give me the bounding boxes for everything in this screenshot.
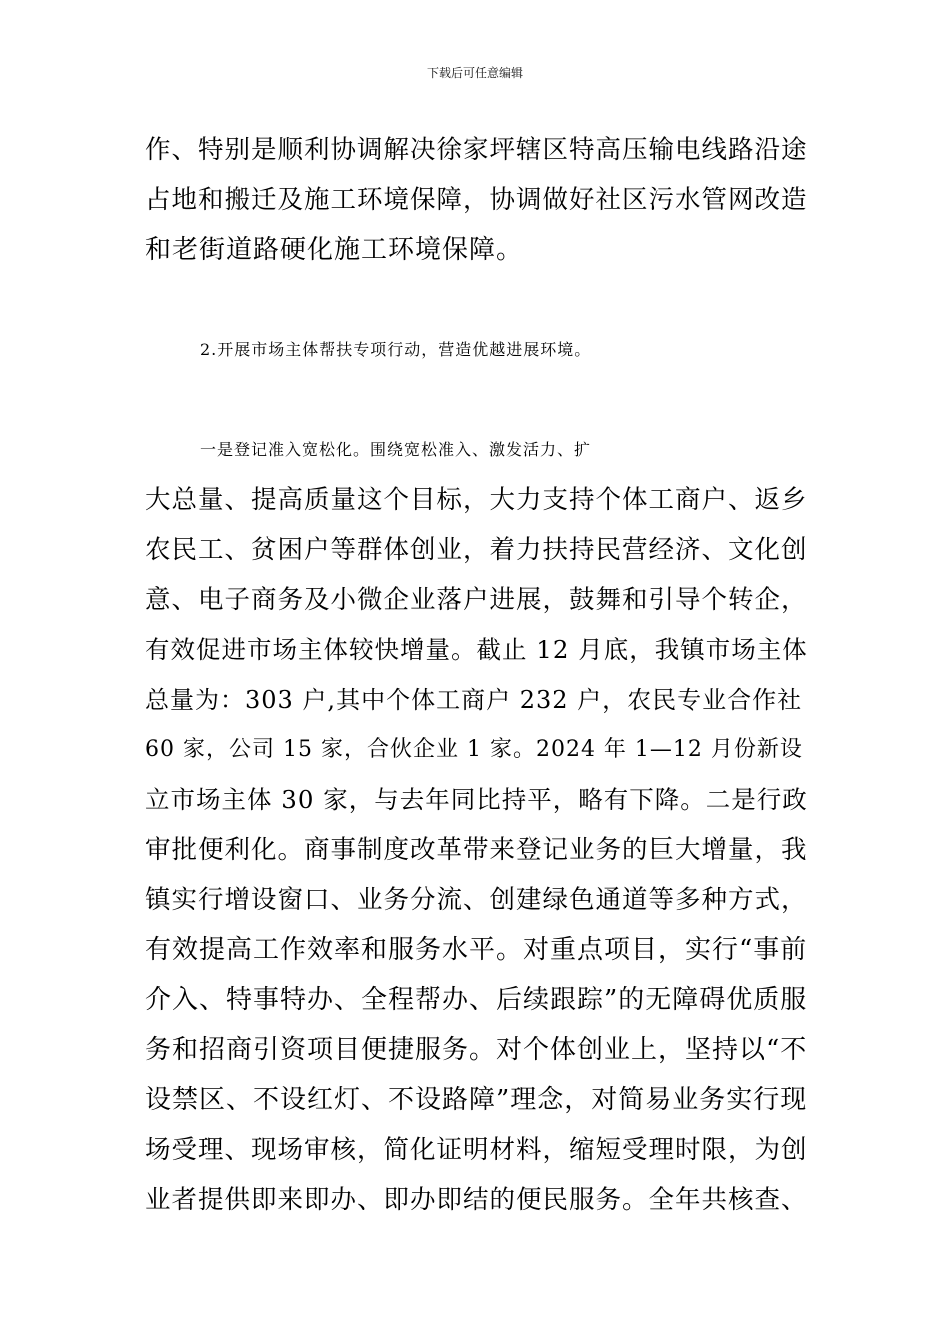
paragraph-line: 立市场主体 30 家，与去年同比持平，略有下降。二是行政 — [145, 785, 808, 814]
paragraph-line: 务和招商引资项目便捷服务。对个体创业上，坚持以“不 — [145, 1035, 808, 1065]
paragraph-line: 镇实行增设窗口、业务分流、创建绿色通道等多种方式， — [145, 885, 808, 915]
paragraph-line: 业者提供即来即办、即办即结的便民服务。全年共核查、 — [145, 1185, 808, 1215]
paragraph-line: 设禁区、不设红灯、不设路障”理念，对简易业务实行现 — [145, 1085, 808, 1115]
paragraph-line: 有效提高工作效率和服务水平。对重点项目，实行“事前 — [145, 935, 808, 965]
paragraph-line: 作、特别是顺利协调解决徐家坪辖区特高压输电线路沿途 — [145, 135, 808, 165]
paragraph-line: 总量为：303 户,其中个体工商户 232 户，农民专业合作社 — [145, 686, 803, 714]
paragraph-line: 审批便利化。商事制度改革带来登记业务的巨大增量，我 — [145, 835, 808, 865]
paragraph-line: 农民工、贫困户等群体创业，着力扶持民营经济、文化创 — [145, 535, 808, 565]
page-header: 下载后可任意编辑 — [426, 66, 523, 80]
section-heading: 2.开展市场主体帮扶专项行动，营造优越进展环境。 — [200, 340, 592, 359]
paragraph-line: 有效促进市场主体较快增量。截止 12 月底，我镇市场主体 — [145, 635, 808, 664]
paragraph-line: 和老街道路硬化施工环境保障。 — [145, 235, 524, 265]
paragraph-line: 大总量、提高质量这个目标，大力支持个体工商户、返乡 — [145, 485, 808, 515]
paragraph-line: 60 家，公司 15 家，合伙企业 1 家。2024 年 1—12 月份新设 — [145, 737, 803, 762]
paragraph-line: 一是登记准入宽松化。围绕宽松准入、激发活力、扩 — [200, 440, 592, 459]
paragraph-line: 场受理、现场审核，简化证明材料，缩短受理时限，为创 — [145, 1135, 808, 1165]
paragraph-line: 意、电子商务及小微企业落户进展，鼓舞和引导个转企， — [145, 585, 808, 615]
paragraph-line: 介入、特事特办、全程帮办、后续跟踪”的无障碍优质服 — [145, 985, 808, 1015]
paragraph-line: 占地和搬迁及施工环境保障，协调做好社区污水管网改造 — [145, 185, 808, 215]
